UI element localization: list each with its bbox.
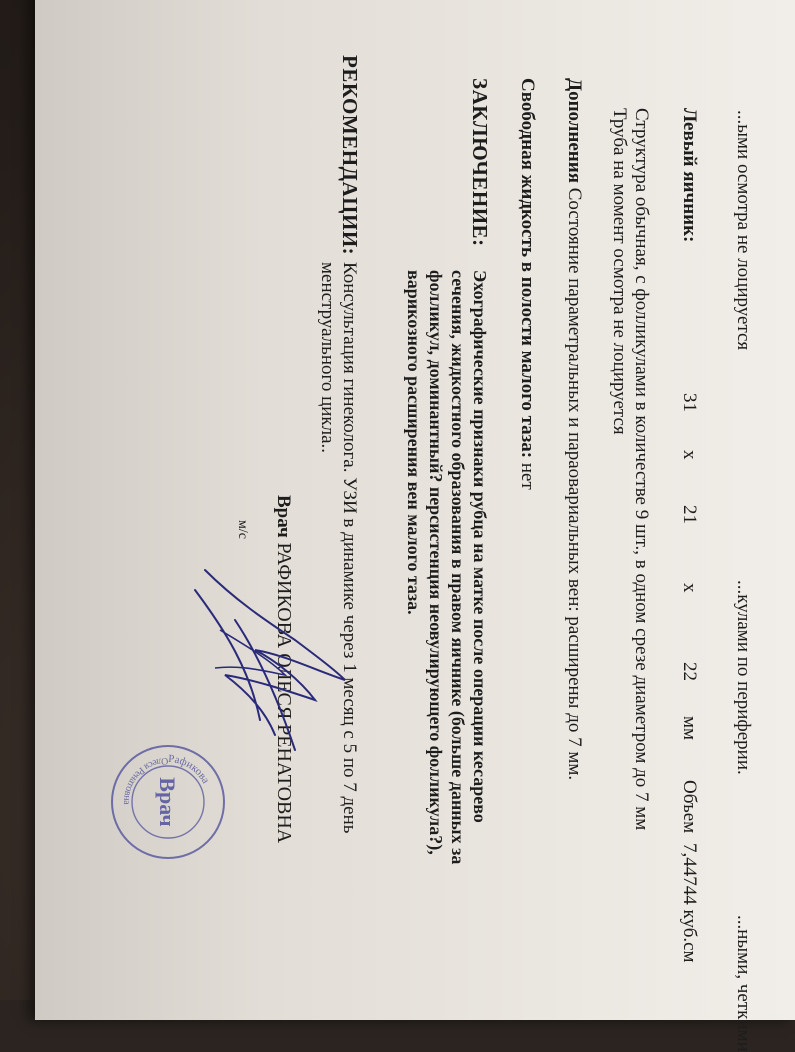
left-ovary-dim1: 31 [679,393,700,412]
conclusion-line-1: Эхографические признаки рубца на матке после операции кесарево [470,270,490,823]
signature-image [185,560,355,760]
conclusion-line-2: сечения, жидкостного образования в правом яичнике (больше данных за [448,270,468,865]
left-ovary-label: Левый яичник: [679,108,700,243]
left-ovary-x1: x [679,450,700,460]
cut-top-left: ...ыми осмотра не лоцируется [733,110,754,351]
nurse-label: м/с [235,520,250,539]
free-fluid-value: нет [517,462,538,490]
doctor-label: Врач [273,495,294,538]
conclusion-line-3: фолликул, доминантный? персистенция неовулирующего фолликула?), [426,270,446,855]
recommendations-line-1: Консультация гинеколога. УЗИ в динамике через 1 месяц с 5 по 7 день [339,262,360,834]
tube-line: Труба на момент осмотра не лоцируется [609,108,630,435]
left-ovary-unit: мм [679,716,700,741]
stamp-top-text: Рафикова [167,752,212,786]
doctor-name: РАФИКОВА ОЛЕСЯ РЕНАТОВНА [273,542,295,844]
left-ovary-x2: x [679,583,700,593]
volume-value: 7,44744 куб.см [679,843,700,963]
cut-top-right: ...кулами по периферии. [733,580,754,775]
left-ovary-dim3: 22 [679,662,700,681]
additions-text: Состояние параметральных и параовариальных вен: расширены до 7 мм. [564,187,585,781]
additions-row [563,78,585,780]
recommendations-line-2: менструального цикла.. [317,262,338,454]
conclusion-label: ЗАКЛЮЧЕНИЕ: [468,78,492,247]
structure-line: Структура обычная, с фолликулами в количестве 9 шт., в одном срезе диаметром до 7 мм [631,108,652,831]
stamp-center-text: Врач [155,777,180,827]
conclusion-line-4: варикозного расширения вен малого таза. [404,270,424,615]
free-fluid-label: Свободная жидкость в полости малого таза: [517,78,538,459]
recommendations-label: РЕКОМЕНДАЦИИ: [338,55,362,256]
doctor-row [272,495,295,843]
free-fluid-row [516,78,538,490]
additions-label: Дополнения [564,78,585,183]
cut-top-edge: ...ными, четкими [733,915,754,1052]
left-ovary-dim2: 21 [679,505,700,524]
volume-label: Объем [679,780,700,834]
stamp-bottom-text: Олеся Ренатовна [120,754,169,805]
stamp-seal [105,740,230,865]
